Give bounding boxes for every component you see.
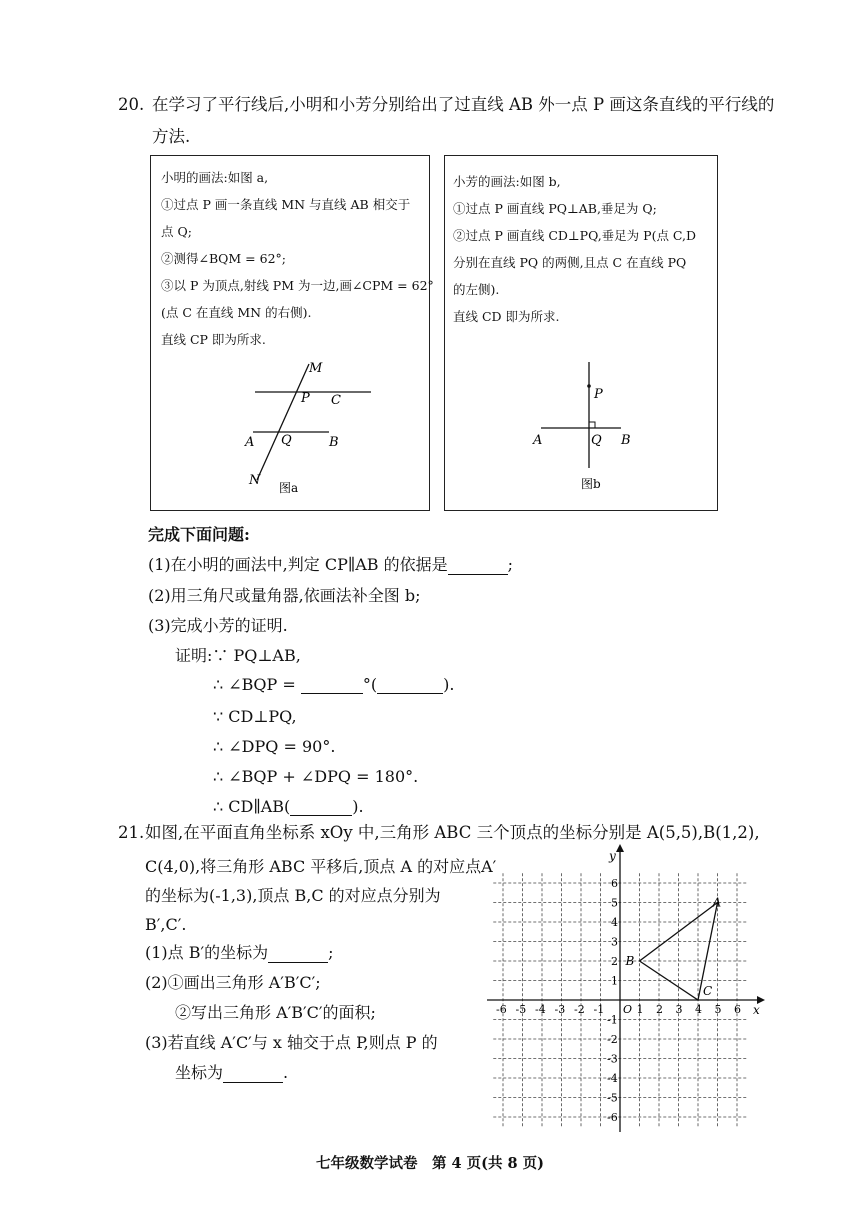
q20-part3: (3)完成小芳的证明. — [148, 616, 288, 635]
method-line: 小芳的画法:如图 b, — [453, 174, 561, 189]
line-mn — [257, 364, 309, 480]
y-tick-label: -4 — [607, 1072, 618, 1085]
method-line: 直线 CP 即为所求. — [161, 332, 266, 347]
proof-blank-angle[interactable] — [301, 675, 363, 694]
label-b: B — [329, 435, 339, 450]
proof-line6-text: ∴ CD∥AB( — [213, 797, 291, 816]
y-tick-label: 4 — [611, 916, 618, 929]
proof-line3: ∵ CD⊥PQ, — [213, 707, 297, 726]
x-tick-label: -2 — [574, 1003, 585, 1016]
proof-line2-end: ). — [443, 675, 455, 694]
x-tick-label: -4 — [535, 1003, 546, 1016]
label-q-b: Q — [591, 433, 602, 448]
q20-stem-line2: 方法. — [152, 127, 191, 146]
proof-line4: ∴ ∠DPQ = 90°. — [213, 737, 336, 756]
q21-part3b-end: . — [283, 1063, 289, 1082]
q20-part1-end: ; — [507, 555, 514, 574]
x-tick-label: -5 — [515, 1003, 527, 1016]
y-tick-label: -5 — [607, 1091, 618, 1105]
label-p-b: P — [594, 387, 603, 402]
y-tick-label: 6 — [611, 877, 618, 890]
method-line: ①过点 P 画一条直线 MN 与直线 AB 相交于 — [161, 197, 411, 212]
q20-part1 — [148, 552, 513, 575]
x-tick-label: 1 — [636, 1003, 644, 1016]
right-angle-mark — [589, 422, 595, 428]
xiaoming-method-text — [161, 164, 434, 353]
label-a-b: A — [533, 433, 543, 448]
y-tick-label: -3 — [607, 1052, 618, 1066]
x-axis-label: x — [753, 1003, 760, 1017]
q21-part3-blank[interactable] — [223, 1064, 283, 1083]
point-a-label: A — [712, 895, 722, 910]
method-line: 点 Q; — [161, 224, 192, 239]
label-b-b: B — [621, 433, 631, 448]
proof-line6 — [213, 797, 364, 816]
x-tick-label: -3 — [554, 1003, 566, 1016]
y-axis-arrow — [616, 844, 624, 852]
proof-blank-reason2[interactable] — [290, 797, 352, 816]
method-line: 直线 CD 即为所求. — [453, 309, 560, 324]
x-tick-label: -6 — [496, 1003, 507, 1016]
q21-part2a: (2)①画出三角形 A′B′C′; — [145, 973, 321, 992]
proof-line5: ∴ ∠BQP + ∠DPQ = 180°. — [213, 767, 419, 786]
q20-part1-blank[interactable] — [448, 556, 508, 575]
q20-part1-text: (1)在小明的画法中,判定 CP∥AB 的依据是 — [148, 555, 448, 574]
q20-stem-line1: 在学习了平行线后,小明和小芳分别给出了过直线 AB 外一点 P 画这条直线的平行线的 — [152, 95, 775, 114]
label-q: Q — [281, 433, 292, 448]
xiaoming-method-box — [150, 155, 434, 511]
x-tick-label: 4 — [695, 1003, 702, 1016]
q21-number: 21. — [118, 823, 145, 842]
method-line: ②测得∠BQM = 62°; — [161, 251, 286, 266]
x-tick-label: -1 — [593, 1003, 605, 1016]
x-tick-label: 5 — [714, 1003, 722, 1016]
point-p — [587, 384, 591, 388]
q21-stem-rest — [145, 852, 496, 939]
label-n: N — [249, 473, 261, 488]
point-b-label: B — [625, 954, 635, 968]
y-tick-label: 2 — [611, 955, 618, 968]
q21-stem-line4: B′,C′. — [145, 915, 187, 934]
proof-line2-text: ∴ ∠BQP = — [213, 675, 296, 694]
q21-part1 — [145, 940, 334, 963]
x-tick-label: 6 — [734, 1003, 741, 1016]
figure-a — [151, 346, 429, 506]
q21-stem-line1: 如图,在平面直角坐标系 xOy 中,三角形 ABC 三个顶点的坐标分别是 A(5,5),B(1,2), — [145, 823, 760, 842]
label-m: M — [309, 361, 323, 376]
q21-part3b-text: 坐标为 — [175, 1063, 224, 1082]
q21-part1-text: (1)点 B′的坐标为 — [145, 943, 269, 962]
q21-part1-end: ; — [328, 943, 334, 962]
label-a: A — [245, 435, 255, 450]
page-footer: 七年级数学试卷 第 4 页(共 8 页) — [315, 1155, 545, 1172]
proof-line2-degree: °( — [362, 675, 378, 694]
origin-label: O — [623, 1003, 633, 1016]
xiaofang-method-text — [453, 168, 696, 330]
label-p: P — [301, 391, 310, 406]
task-heading: 完成下面问题: — [148, 525, 250, 544]
x-tick-label: 2 — [656, 1003, 663, 1016]
y-tick-label: 5 — [611, 896, 618, 910]
method-line: ③以 P 为顶点,射线 PM 为一边,画∠CPM = 62° — [161, 278, 434, 293]
method-line: 分别在直线 PQ 的两侧,且点 C 在直线 PQ — [453, 255, 687, 270]
figure-b — [445, 346, 717, 506]
method-line: ②过点 P 画直线 CD⊥PQ,垂足为 P(点 C,D — [453, 228, 697, 243]
y-tick-label: -2 — [607, 1033, 618, 1046]
method-line: (点 C 在直线 MN 的右侧). — [161, 305, 312, 320]
q20-number: 20. — [118, 95, 145, 114]
y-tick-label: -6 — [607, 1111, 618, 1124]
y-axis-label: y — [609, 849, 616, 863]
caption-a: 图a — [279, 481, 299, 495]
q20-part2: (2)用三角尺或量角器,依画法补全图 b; — [148, 586, 421, 605]
xiaofang-method-box — [444, 155, 718, 511]
label-c: C — [331, 393, 341, 408]
proof-line2 — [213, 675, 454, 694]
q21-part1-blank[interactable] — [268, 944, 328, 963]
q21-part3: (3)若直线 A′C′与 x 轴交于点 P,则点 P 的 — [145, 1033, 438, 1052]
proof-blank-reason1[interactable] — [377, 675, 443, 694]
coordinate-grid — [485, 840, 770, 1140]
y-tick-label: 1 — [611, 974, 618, 988]
q21-part3b — [175, 1060, 288, 1083]
q21-stem-line2: C(4,0),将三角形 ABC 平移后,顶点 A 的对应点A′ — [145, 857, 497, 876]
caption-b: 图b — [581, 477, 601, 491]
proof-line6-end: ). — [352, 797, 364, 816]
point-c-label: C — [703, 984, 713, 998]
q21-part2b: ②写出三角形 A′B′C′的面积; — [175, 1003, 376, 1022]
proof-line1: 证明:∵ PQ⊥AB, — [175, 646, 301, 665]
method-line: 小明的画法:如图 a, — [161, 170, 269, 185]
method-line: 的左侧). — [453, 282, 500, 297]
q21-stem-line3: 的坐标为(-1,3),顶点 B,C 的对应点分别为 — [145, 886, 441, 905]
y-tick-label: 3 — [611, 935, 618, 949]
method-line: ①过点 P 画直线 PQ⊥AB,垂足为 Q; — [453, 201, 657, 216]
y-tick-label: -1 — [607, 1013, 618, 1027]
x-tick-label: 3 — [675, 1003, 683, 1016]
